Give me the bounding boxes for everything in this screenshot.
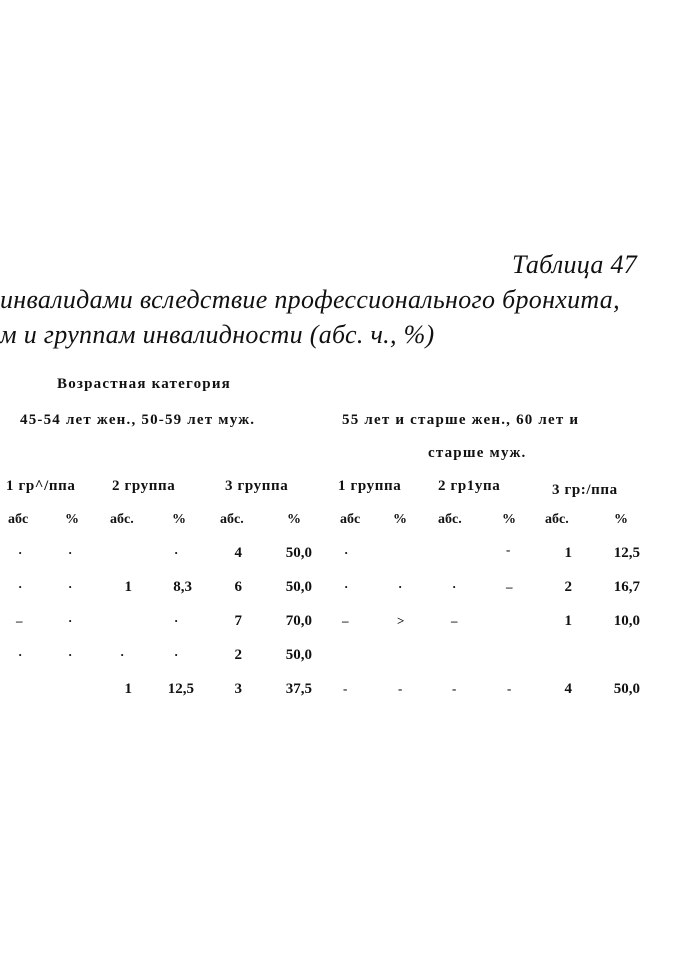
table-cell-mark: ·	[398, 579, 403, 594]
table-cell: 12,5	[167, 681, 194, 697]
table-cell-mark: ·	[120, 647, 125, 662]
table-cell: 3	[234, 681, 242, 697]
unit-abs: абс.	[545, 512, 569, 527]
table-cell-mark: ·	[344, 579, 349, 594]
age-group-b-header: 55 лет и старше жен., 60 лет и	[342, 412, 580, 428]
unit-abs: абс	[8, 512, 29, 527]
table-cell-mark: -	[507, 681, 512, 696]
table-cell: 2	[564, 579, 572, 595]
table-cell: 12,5	[613, 545, 640, 561]
unit-percent: %	[287, 512, 301, 527]
table-cell-mark: ·	[18, 579, 23, 594]
table-cell: 10,0	[613, 613, 640, 629]
table-title-line-2: м и группам инвалидности (абс. ч., %)	[0, 320, 435, 349]
table-cell: 1	[124, 681, 132, 697]
unit-percent: %	[393, 512, 407, 527]
table-cell-mark: ·	[18, 647, 23, 662]
group-a3-header: 3 группа	[225, 478, 289, 494]
table-cell-mark: -	[398, 681, 403, 696]
table-cell: 7	[234, 613, 242, 629]
table-cell: 6	[234, 579, 242, 595]
group-a1-header: 1 гр^/ппа	[6, 478, 76, 494]
table-cell: 4	[234, 545, 242, 561]
table-cell: 2	[234, 647, 242, 663]
table-cell-mark: ·	[68, 613, 73, 628]
table-cell-mark: –	[451, 613, 458, 628]
table-cell-mark: ·	[174, 545, 179, 560]
group-b3-header: 3 гр:/ппа	[552, 482, 618, 498]
table-cell-mark: -	[343, 681, 348, 696]
table-cell-mark: –	[16, 613, 23, 628]
group-a2-header: 2 группа	[112, 478, 176, 494]
table-cell: 1	[564, 613, 572, 629]
table-cell: 16,7	[613, 579, 640, 595]
table-cell-mark: >	[397, 613, 405, 628]
table-cell: 70,0	[285, 613, 312, 629]
group-b1-header: 1 группа	[338, 478, 402, 494]
table-cell-mark: -	[452, 681, 457, 696]
table-cell: 37,5	[285, 681, 312, 697]
table-cell-mark: –	[342, 613, 349, 628]
table-cell-mark: ·	[18, 545, 23, 560]
unit-percent: %	[614, 512, 628, 527]
table-cell: 1	[124, 579, 132, 595]
table-cell: 50,0	[285, 647, 312, 663]
table-cell: 50,0	[285, 545, 312, 561]
table-cell-mark: ·	[452, 579, 457, 594]
age-category-header: Возрастная категория	[57, 376, 231, 392]
table-cell: 50,0	[613, 681, 640, 697]
table-cell-mark: ·	[174, 647, 179, 662]
table-cell-mark: -	[506, 542, 511, 557]
table-cell-mark: ·	[68, 647, 73, 662]
table-cell-mark: ·	[68, 579, 73, 594]
table-cell-mark: ·	[174, 613, 179, 628]
unit-percent: %	[65, 512, 79, 527]
table-cell: 8,3	[173, 579, 192, 595]
unit-abs: абс.	[220, 512, 244, 527]
unit-percent: %	[502, 512, 516, 527]
table-cell: 50,0	[285, 579, 312, 595]
unit-abs: абс	[340, 512, 361, 527]
table-cell-mark: ·	[344, 545, 349, 560]
table-cell: 4	[564, 681, 572, 697]
unit-abs: абс.	[110, 512, 134, 527]
table-title-line-1: инвалидами вследствие профессионального бронхита,	[0, 285, 620, 314]
table-number: Таблица 47	[512, 250, 638, 279]
age-group-b-header-cont: старше муж.	[428, 445, 527, 461]
age-group-a-header: 45-54 лет жен., 50-59 лет муж.	[20, 412, 256, 428]
table-cell-mark: ·	[68, 545, 73, 560]
table-cell-mark: –	[506, 579, 513, 594]
table-cell: 1	[564, 545, 572, 561]
unit-percent: %	[172, 512, 186, 527]
unit-abs: абс.	[438, 512, 462, 527]
group-b2-header: 2 гр1упа	[438, 478, 501, 494]
